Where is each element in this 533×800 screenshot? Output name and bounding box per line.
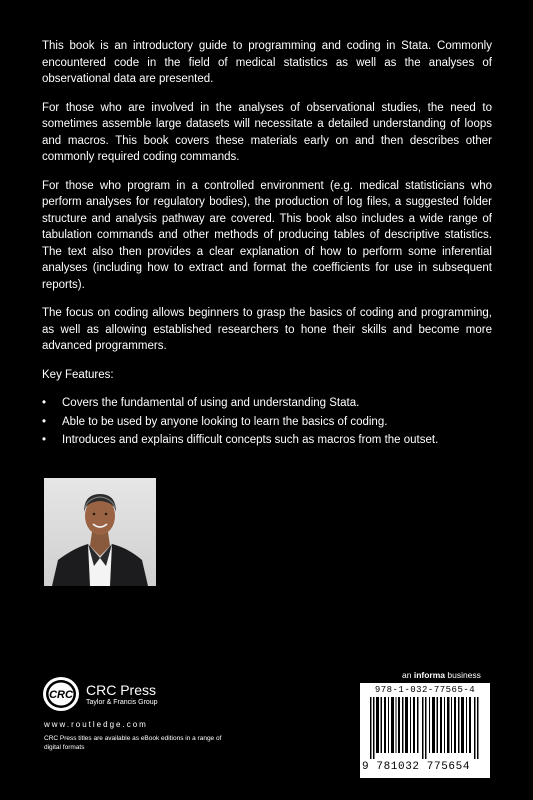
crc-logo-lettering: CRC: [49, 689, 73, 701]
isbn-text-bottom: 9 781032 775654: [362, 761, 471, 773]
informa-prefix: an: [402, 670, 414, 680]
isbn-barcode: [360, 683, 490, 778]
informa-business-label: [402, 670, 481, 680]
back-cover-blurb: [42, 38, 492, 451]
feature-item: • Introduces and explains difficult concepts such as macros from the outset.: [42, 432, 492, 449]
feature-item: • Able to be used by anyone looking to learn the basics of coding.: [42, 414, 492, 431]
publisher-name: CRC Press: [86, 682, 157, 698]
key-features-heading: Key Features:: [42, 368, 114, 381]
ebook-availability-note: CRC Press titles are available as eBook editions in a range of digital formats: [44, 735, 222, 751]
blurb-paragraph: For those who are involved in the analyses of observational studies, the need to sometimes assemble large datasets will necessitate a detailed understanding of loops and macros. This book covers these materials early on and then describes other commonly required coding commands.: [42, 101, 492, 163]
author-portrait-illustration: [44, 478, 156, 586]
informa-brand: informa: [413, 670, 445, 680]
key-features-list: [42, 395, 492, 449]
crc-press-logo-icon: [42, 676, 80, 712]
barcode-bars: [370, 697, 480, 759]
blurb-paragraph: The focus on coding allows beginners to grasp the basics of coding and programming, as well as allowing established researchers to hone their skills and become more advanced programmers.: [42, 307, 492, 352]
blurb-paragraph: This book is an introductory guide to programming and coding in Stata. Commonly encountered code in the field of medical statistics as well as the analyses of observational data are presented.: [42, 40, 492, 85]
isbn-text-top: 978-1-032-77565-4: [374, 685, 476, 695]
author-photo: [44, 478, 156, 586]
feature-item: • Covers the fundamental of using and understanding Stata.: [42, 395, 492, 412]
publisher-group: Taylor & Francis Group: [86, 699, 158, 706]
informa-suffix: business: [445, 670, 481, 680]
blurb-paragraph: For those who program in a controlled environment (e.g. medical statisticians who perform analyses for regulatory bodies), the production of log files, a suggested folder structure and analysis pathway are covered. This book also includes a wide range of tabulation commands and other methods of producing tables of descriptive statistics. The text also then provides a clear explanation of how to perform some inferential analyses (including how to extract and format the coefficients for use in subsequent reports).: [42, 179, 492, 291]
publisher-website: www.routledge.com: [44, 720, 148, 729]
